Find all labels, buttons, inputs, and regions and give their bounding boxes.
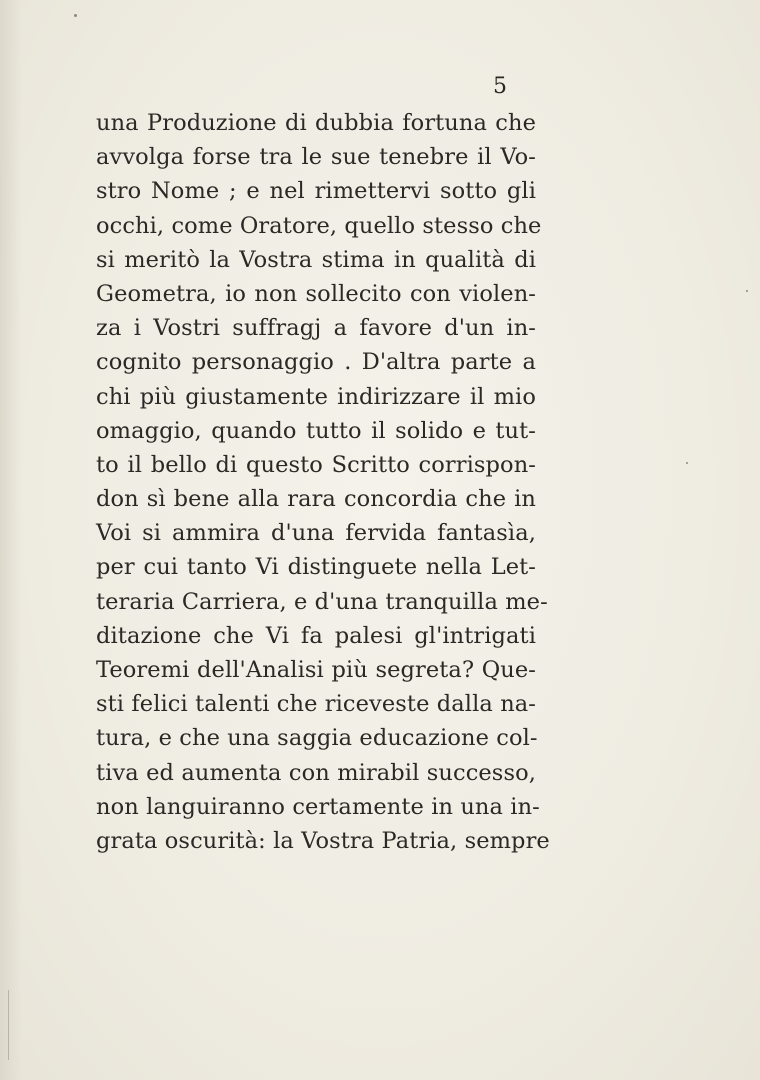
- text-line: occhi, come Oratore, quello stesso che: [96, 212, 542, 239]
- text-line: cognito personaggio . D'altra parte a: [96, 349, 536, 376]
- page-edge-mark: [8, 990, 9, 1060]
- text-line: avvolga forse tra le sue tenebre il Vo-: [96, 144, 536, 171]
- paper-speck: [746, 290, 748, 292]
- text-line: stro Nome ; e nel rimettervi sotto gli: [96, 178, 536, 205]
- text-line: chi più giustamente indirizzare il mio: [96, 383, 536, 410]
- text-line: to il bello di questo Scritto corrispon-: [96, 451, 536, 478]
- text-line: Teoremi dell'Analisi più segreta? Que-: [96, 657, 536, 683]
- text-line: Geometra, io non sollecito con violen-: [96, 280, 536, 307]
- text-line: una Produzione di dubbia fortuna che: [96, 110, 536, 136]
- paper-speck: [686, 462, 688, 464]
- page-number: 5: [493, 74, 507, 99]
- text-line: za i Vostri suffragj a favore d'un in-: [96, 315, 536, 342]
- text-line: per cui tanto Vi distinguete nella Let-: [96, 554, 536, 581]
- text-line: ditazione che Vi fa palesi gl'intrigati: [96, 622, 536, 649]
- body-text: [96, 106, 550, 858]
- text-line: sti felici talenti che riceveste dalla na-: [96, 691, 536, 718]
- text-line: Voi si ammira d'una fervida fantasìa,: [96, 520, 536, 547]
- text-line: tiva ed aumenta con mirabil successo,: [96, 759, 536, 786]
- text-line: tura, e che una saggia educazione col-: [96, 725, 538, 752]
- page-gutter-shadow: [0, 0, 22, 1080]
- text-line: teraria Carriera, e d'una tranquilla me-: [96, 588, 548, 615]
- paper-speck: [74, 14, 77, 17]
- text-line: omaggio, quando tutto il solido e tut-: [96, 417, 536, 444]
- text-line: don sì bene alla rara concordia che in: [96, 486, 536, 513]
- text-line: non languiranno certamente in una in-: [96, 793, 540, 820]
- text-line: si meritò la Vostra stima in qualità di: [96, 246, 536, 273]
- text-line: grata oscurità: la Vostra Patria, sempre: [96, 827, 550, 854]
